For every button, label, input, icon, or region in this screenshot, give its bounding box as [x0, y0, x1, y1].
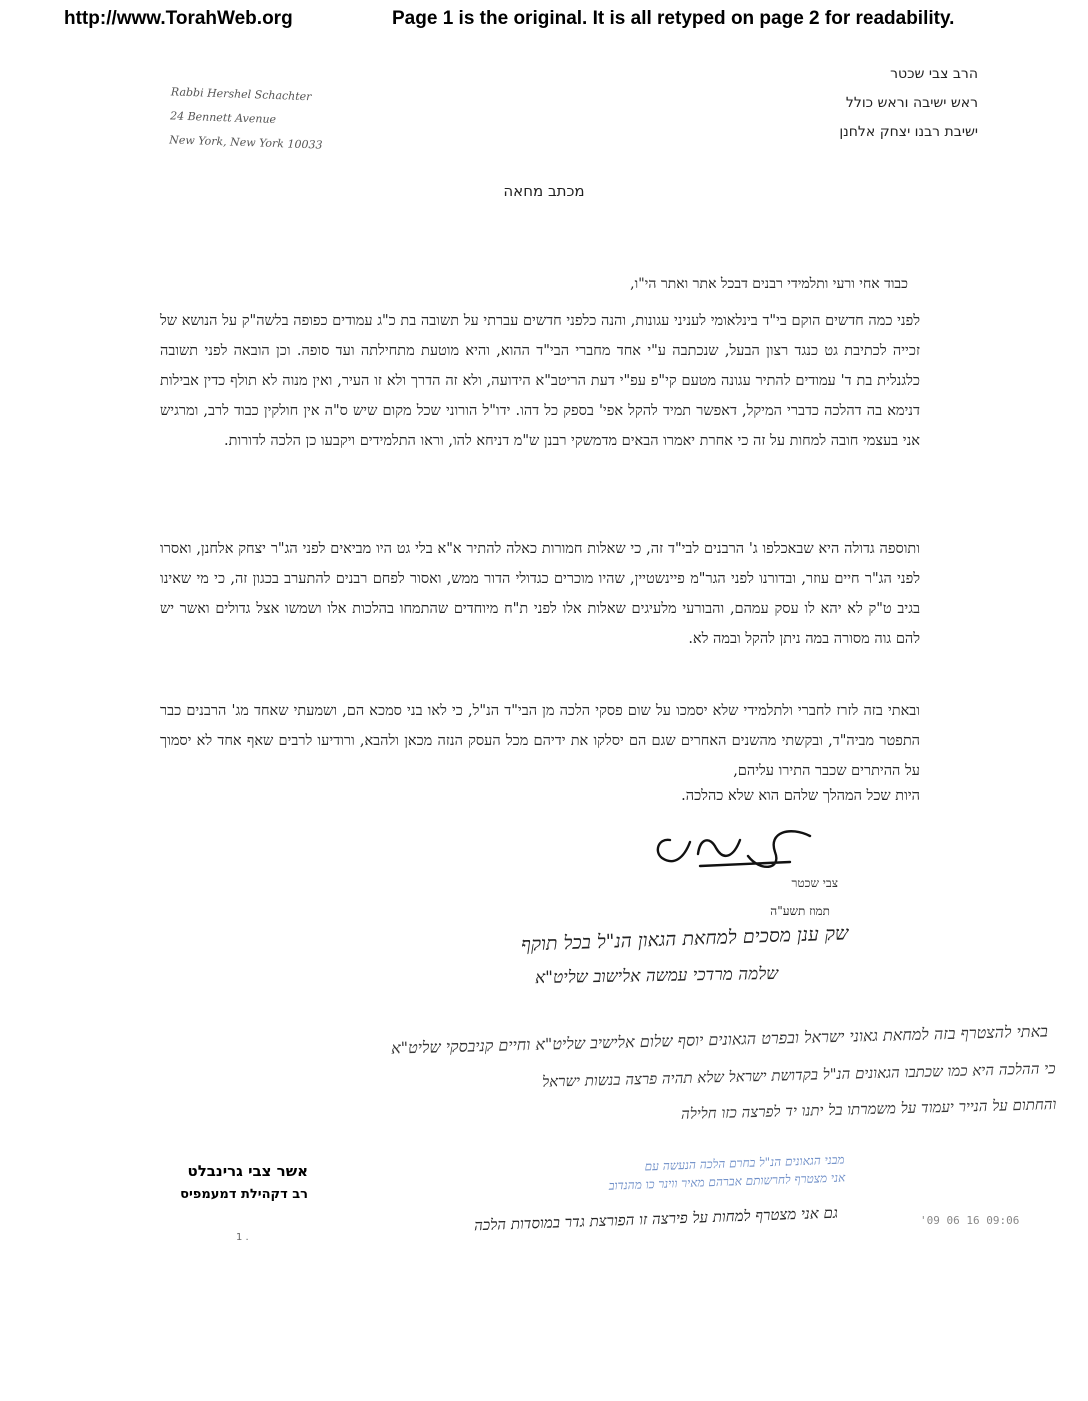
letter-title: מכתב מחאה — [503, 182, 585, 200]
rabbi-stamp — [108, 1158, 308, 1206]
handwritten-endorsement-5: והחתום על הנייר יעמוד על משמרתו בל יתנו יד לפרצה כזו חלילה — [680, 1095, 1057, 1123]
page-mark: 1 . — [236, 1232, 249, 1243]
fax-timestamp: '09 06 16 09:06 — [920, 1214, 1020, 1227]
letterhead-line: New York, New York 10033 — [169, 133, 323, 152]
signature-name: צבי שכטר — [791, 876, 838, 890]
blue-note-line: מבני הגאונים הנ"ל בחרם הלכה הנעשה עם — [644, 1152, 845, 1174]
letterhead-line: הרב צבי שכטר — [890, 66, 978, 82]
letterhead-hebrew — [658, 60, 978, 147]
header-url[interactable]: http://www.TorahWeb.org — [64, 8, 293, 29]
stamp-title: רב דקהילת דמעמפיס — [180, 1187, 308, 1202]
blue-note-line: אני מצטרף לחרשותם אברהם מאיר ווינר כו מהנדוב — [608, 1170, 846, 1193]
letterhead-line: Rabbi Hershel Schachter — [170, 85, 312, 104]
letterhead-line: 24 Bennett Avenue — [169, 109, 277, 127]
letterhead-english — [169, 80, 381, 159]
letter-salutation: כבוד אחי ורעי ותלמידי רבנים דבכל אתר ואתר הי"ו, — [630, 276, 908, 292]
header-note: Page 1 is the original. It is all retyped on page 2 for readability. — [392, 8, 955, 29]
letter-date: תמוז תשע"ה — [770, 904, 830, 918]
handwritten-endorsement-4: כי ההלכה היא כמו שכתבו הגאונים הנ"ל בקדושת ישראל שלא תהיה פרצה בנשות ישראל — [542, 1059, 1057, 1091]
letterhead-line: ראש ישיבה וראש כולל — [845, 95, 978, 111]
blue-ink-note — [300, 1151, 846, 1206]
handwritten-endorsement-final: גם אני מצטרף למחות על פירצה זו הפורצת גדר במוסדות הלכה — [473, 1203, 839, 1235]
stamp-name: אשר צבי גרינבלט — [187, 1162, 308, 1180]
letter-paragraph-1: לפני כמה חדשים הוקם בי"ד בינלאומי לעניני עגונות, והנה כלפני חדשים עברתי על תשובה בת כ"ג עמודים כפופה בלשה"ק על הנושא של זכייה לכתיבת גט כנגד רצון הבעל, שנכתבה ע"י אחד מחברי הבי"ד ההוא, והיא מוטעת מתחילתה ועד סופה. וכן הובאה לפני תשובה כלגנלית בת ד' עמודים להתיר עגונה מטעם קי"פ עפ"י דעת הריטב"א הידועה, ולא זה הדרך ולא זו העיר, ואין מנוה לא תולף כדין אבילות דנימא בה דהלכה כדברי המיקל, דאפשר תמיד להקל אפי' בספק כל דהו. ידו"ל הורוני שכל מקום שיש ס"ה אין חולקין כבוד לרב, ומרגיש אני בעצמי חובה למחות על זה כי אחרת יאמרו הבאים מדמשקי רבנן ש"מ דניחא להו, וראו התלמידים ויקבעו כן הלכה לדורות. — [160, 313, 920, 449]
handwritten-endorsement-1: שק ענן מסכים למחאת הגאון הנ"ל בכל תוקף — [520, 922, 849, 956]
letter-paragraph-3: ובאתי בזה לזרז לחברי ולתלמידי שלא יסמכו על שום פסקי הלכה מן הבי"ד הנ"ל, כי לאו בני סמכא הם, ושמעתי שאחד מג' הרבנים כבר התפטר מביה"ד, ובקשתי מהשנים האחרים שגם הם יסלקו את ידיהם מכל העסק הנזה מכאן ולהבא, ורודיעו לרבים שאף אחד לא יסמוך על ההיתרים שכבר התירו עליהם, — [160, 703, 920, 779]
letter-paragraph-2: ותוספה גדולה היא שבאכלפו ג' הרבנים לבי"ד זה, כי שאלות חמורות כאלה להתיר א"א בלי גט היו מביאים לפני הג"ר יצחק אלחנן, ואסרו לפני הג"ר חיים עוזר, ובדורנו לפני הגר"מ פיינשטיין, שהיו מוכרים כגדולי הדור ממש, ואסור לפחם רבנים להתערב בכגון זה, כי מי שאינו בגיב ט"ק לא יהא לו עסק עמהם, והבורעי מלעיגים שאלות אלו לפני ת"ח מיוחדים שהתמחו בהלכות אלו ושמשו אצל גדולים ואשר יש להם גוה מסורה במה ניתן להקל ובמה לא. — [160, 541, 920, 647]
letterhead-line: ישיבת רבנו יצחק אלחנן — [839, 124, 978, 140]
letter-closing: היות שכל המהלך שלהם הוא שלא כהלכה. — [681, 788, 920, 804]
handwritten-endorsement-2: שלמה מרדכי עמשה אלישוב שליט"א — [534, 963, 779, 989]
handwritten-endorsement-3: באתי להצטרף בזה למחאת גאוני ישראל ובפרט הגאונים יוסף שלום אלישיב שליט"א וחיים קניבסקי שליט"א — [390, 1021, 1049, 1058]
